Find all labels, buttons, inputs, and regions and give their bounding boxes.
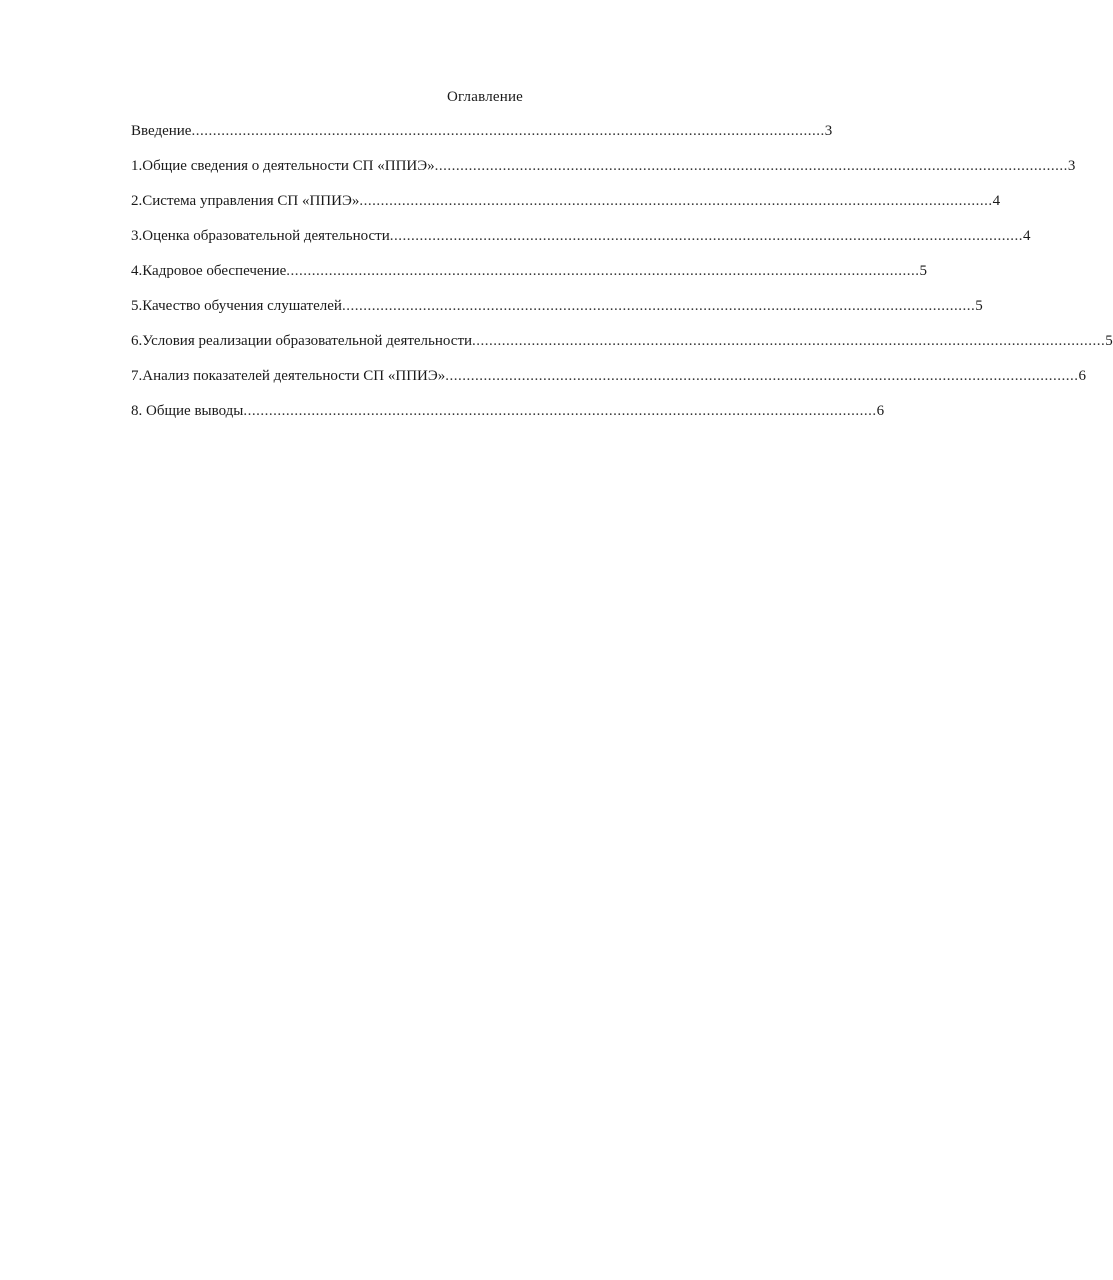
- toc-entry-label: 8. Общие выводы: [131, 403, 244, 419]
- dot-leader: .....................................................................................................................................................: [359, 193, 993, 209]
- toc-entry-label: 3.Оценка образовательной деятельности: [131, 228, 390, 244]
- toc-entry-section-3: [131, 228, 1031, 263]
- toc-entry-page: 5: [919, 263, 928, 279]
- toc-entry-section-6: [131, 333, 1113, 368]
- dot-leader: .....................................................................................................................................................: [434, 158, 1068, 174]
- dot-leader: .....................................................................................................................................................: [445, 368, 1079, 384]
- toc-entry-page: 3: [1067, 158, 1076, 174]
- toc-entry-label: Введение: [131, 123, 192, 139]
- toc-entry-introduction: [131, 123, 833, 158]
- toc-entry-page: 5: [975, 298, 983, 314]
- toc-entry-section-4: [131, 263, 928, 298]
- toc-entry-page: 3: [824, 123, 833, 139]
- dot-leader: .....................................................................................................................................................: [191, 123, 825, 139]
- dot-leader: .....................................................................................................................................................: [472, 333, 1106, 349]
- toc-entry-section-2: [131, 193, 1001, 228]
- toc-entry-page: 6: [1078, 368, 1087, 384]
- toc-title: Оглавление: [446, 89, 524, 105]
- toc-entry-page: 4: [992, 193, 1001, 209]
- dot-leader: .....................................................................................................................................................: [243, 403, 877, 419]
- toc-entry-label: 2.Система управления СП «ППИЭ»: [131, 193, 360, 209]
- dot-leader: .....................................................................................................................................................: [286, 263, 920, 279]
- toc-entry-section-5: [131, 298, 983, 333]
- toc-entry-label: 4.Кадровое обеспечение: [131, 263, 287, 279]
- toc-entry-section-8: [131, 403, 885, 438]
- toc-entry-label: 1.Общие сведения о деятельности СП «ППИЭ»: [131, 158, 435, 174]
- toc-entry-section-7: [131, 368, 1087, 403]
- toc-entry-page: 4: [1023, 228, 1031, 244]
- dot-leader: .....................................................................................................................................................: [389, 228, 1024, 244]
- toc-entry-page: 6: [876, 403, 885, 419]
- toc-entry-page: 5: [1105, 333, 1113, 349]
- toc-entry-label: 6.Условия реализации образовательной деятельности: [131, 333, 473, 349]
- toc-entry-section-1: [131, 158, 1076, 193]
- table-of-contents: [131, 123, 1113, 438]
- toc-entry-label: 7.Анализ показателей деятельности СП «ППИЭ»: [131, 368, 446, 384]
- dot-leader: .....................................................................................................................................................: [341, 298, 976, 314]
- toc-entry-label: 5.Качество обучения слушателей: [131, 298, 342, 314]
